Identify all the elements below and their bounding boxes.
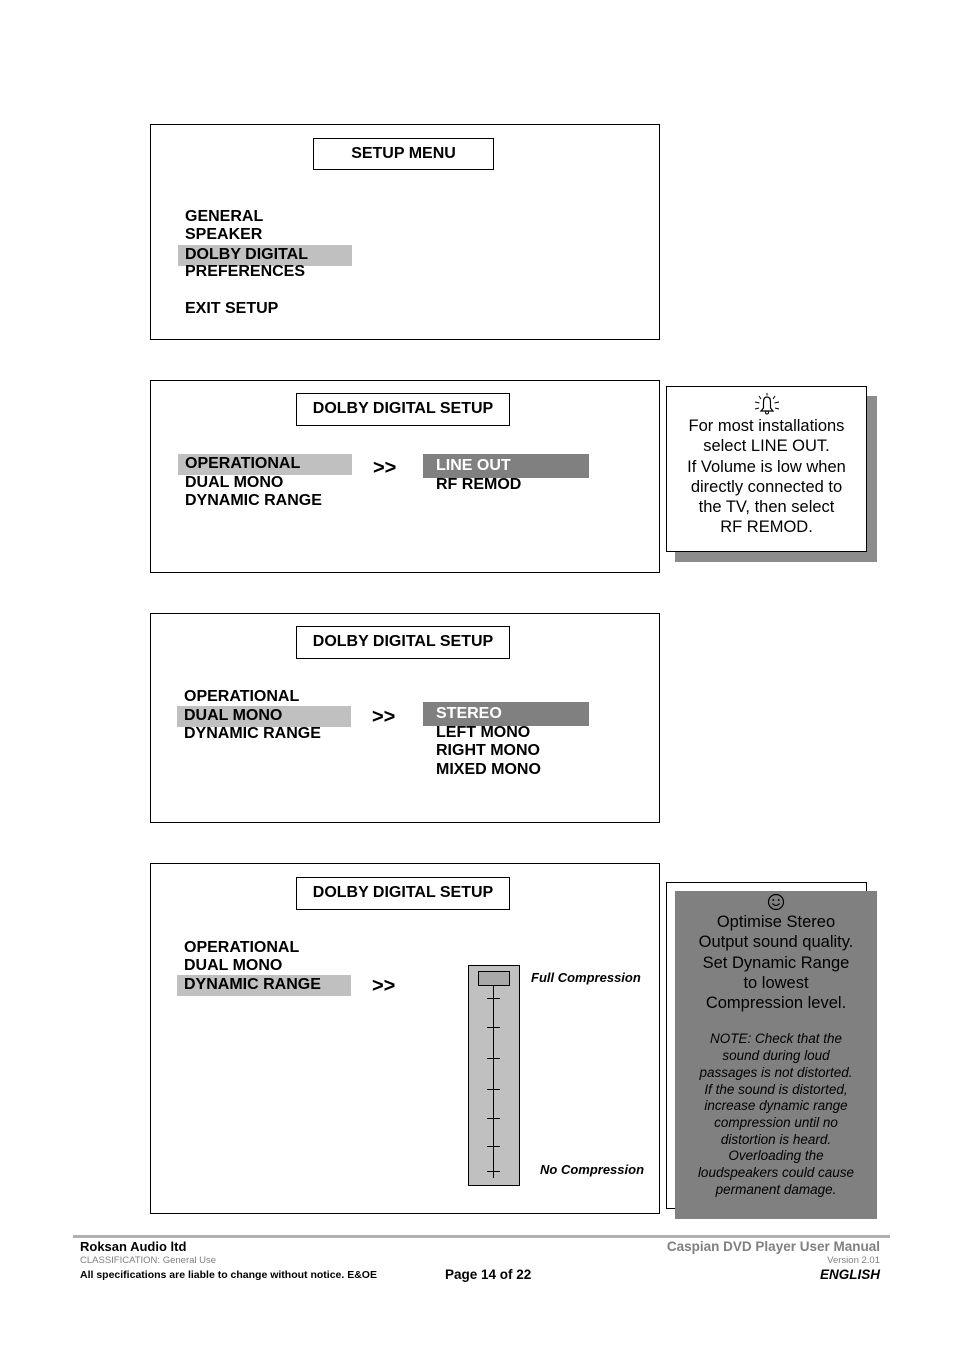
slider-label-full-compression: Full Compression <box>531 970 641 985</box>
menu-item-dolby-digital[interactable]: DOLBY DIGITAL <box>178 245 352 266</box>
dolby-setup-operational-panel <box>150 380 660 573</box>
slider-tick <box>487 1171 500 1172</box>
menu-item-dual-mono[interactable]: DUAL MONO <box>184 957 283 974</box>
tip-note-line: Overloading the <box>728 1148 824 1164</box>
option-rf-remod[interactable]: RF REMOD <box>436 476 522 493</box>
tip-note-line: permanent damage. <box>715 1181 837 1197</box>
option-mixed-mono[interactable]: MIXED MONO <box>436 761 541 778</box>
dolby-setup-title: DOLBY DIGITAL SETUP <box>296 393 510 426</box>
option-right-mono[interactable]: RIGHT MONO <box>436 742 540 759</box>
tip-line: to lowest <box>743 973 809 992</box>
tip-note-line: NOTE: Check that the <box>709 1031 843 1047</box>
tip-line: Compression level. <box>705 994 847 1013</box>
option-stereo[interactable]: STEREO <box>423 702 589 726</box>
bell-icon <box>749 392 785 416</box>
tip-line: Output sound quality. <box>698 933 854 952</box>
dolby-setup-dual-mono-panel <box>150 613 660 823</box>
tip-note-line: sound during loud <box>722 1048 830 1064</box>
footer-version: Version 2.01 <box>827 1255 880 1266</box>
tip-line: RF REMOD. <box>720 518 813 537</box>
submenu-arrow: >> <box>372 975 396 997</box>
dynamic-range-slider[interactable] <box>468 965 520 1186</box>
tip-note-line: loudspeakers could cause <box>697 1165 855 1181</box>
menu-item-operational[interactable]: OPERATIONAL <box>184 939 300 956</box>
dolby-setup-title: DOLBY DIGITAL SETUP <box>296 877 510 910</box>
tip-box-line-out <box>666 386 867 552</box>
menu-item-dual-mono[interactable]: DUAL MONO <box>185 474 284 491</box>
slider-knob[interactable] <box>478 971 510 986</box>
dolby-setup-dynamic-range-panel <box>150 863 660 1214</box>
menu-item-dynamic-range[interactable]: DYNAMIC RANGE <box>177 975 351 996</box>
menu-item-dynamic-range[interactable]: DYNAMIC RANGE <box>184 725 321 742</box>
dolby-setup-title: DOLBY DIGITAL SETUP <box>296 626 510 659</box>
footer-classification: CLASSIFICATION: General Use <box>80 1255 217 1266</box>
tip-note-line: compression until no <box>714 1115 838 1130</box>
footer-manual-title: Caspian DVD Player User Manual <box>666 1239 880 1254</box>
menu-item-general[interactable]: GENERAL <box>185 208 264 225</box>
slider-tick <box>487 1089 500 1090</box>
slider-tick <box>487 998 500 999</box>
menu-item-exit-setup[interactable]: EXIT SETUP <box>185 300 279 317</box>
menu-item-preferences[interactable]: PREFERENCES <box>185 263 306 280</box>
submenu-arrow: >> <box>373 457 397 479</box>
setup-menu-title: SETUP MENU <box>313 138 494 170</box>
slider-tick <box>487 1058 500 1059</box>
setup-menu-panel <box>150 124 660 340</box>
footer-company: Roksan Audio ltd <box>80 1239 187 1254</box>
smiley-icon <box>767 892 785 912</box>
option-line-out[interactable]: LINE OUT <box>423 454 589 478</box>
tip-line: If Volume is low when <box>687 457 846 476</box>
footer-language: ENGLISH <box>819 1267 880 1282</box>
menu-item-dynamic-range[interactable]: DYNAMIC RANGE <box>185 492 322 509</box>
slider-tick <box>487 1027 500 1028</box>
tip-line: select LINE OUT. <box>703 437 830 456</box>
tip-note-line: distortion is heard. <box>720 1131 832 1147</box>
tip-note-line: If the sound is distorted, <box>704 1081 848 1097</box>
menu-item-dual-mono[interactable]: DUAL MONO <box>177 706 351 727</box>
tip-line: Optimise Stereo <box>716 913 836 931</box>
tip-note-line: increase dynamic range <box>704 1098 848 1114</box>
menu-item-speaker[interactable]: SPEAKER <box>185 226 263 243</box>
option-left-mono[interactable]: LEFT MONO <box>436 724 531 741</box>
tip-line: For most installations <box>688 417 845 435</box>
footer-disclaimer: All specifications are liable to change without notice. E&OE <box>80 1269 377 1281</box>
slider-axis <box>493 972 494 1178</box>
footer-divider <box>73 1235 890 1238</box>
menu-item-operational[interactable]: OPERATIONAL <box>184 688 300 705</box>
tip-note-line: passages is not distorted. <box>699 1064 853 1080</box>
tip-box-dynamic-range <box>675 891 877 1219</box>
submenu-arrow: >> <box>372 706 396 728</box>
slider-tick <box>487 1146 500 1147</box>
tip-line: Set Dynamic Range <box>702 953 850 972</box>
menu-item-operational[interactable]: OPERATIONAL <box>178 454 352 475</box>
tip-line: directly connected to <box>690 477 843 496</box>
footer-page-number: Page 14 of 22 <box>445 1267 532 1282</box>
tip-line: the TV, then select <box>698 498 835 517</box>
slider-tick <box>487 1118 500 1119</box>
slider-label-no-compression: No Compression <box>540 1162 645 1177</box>
